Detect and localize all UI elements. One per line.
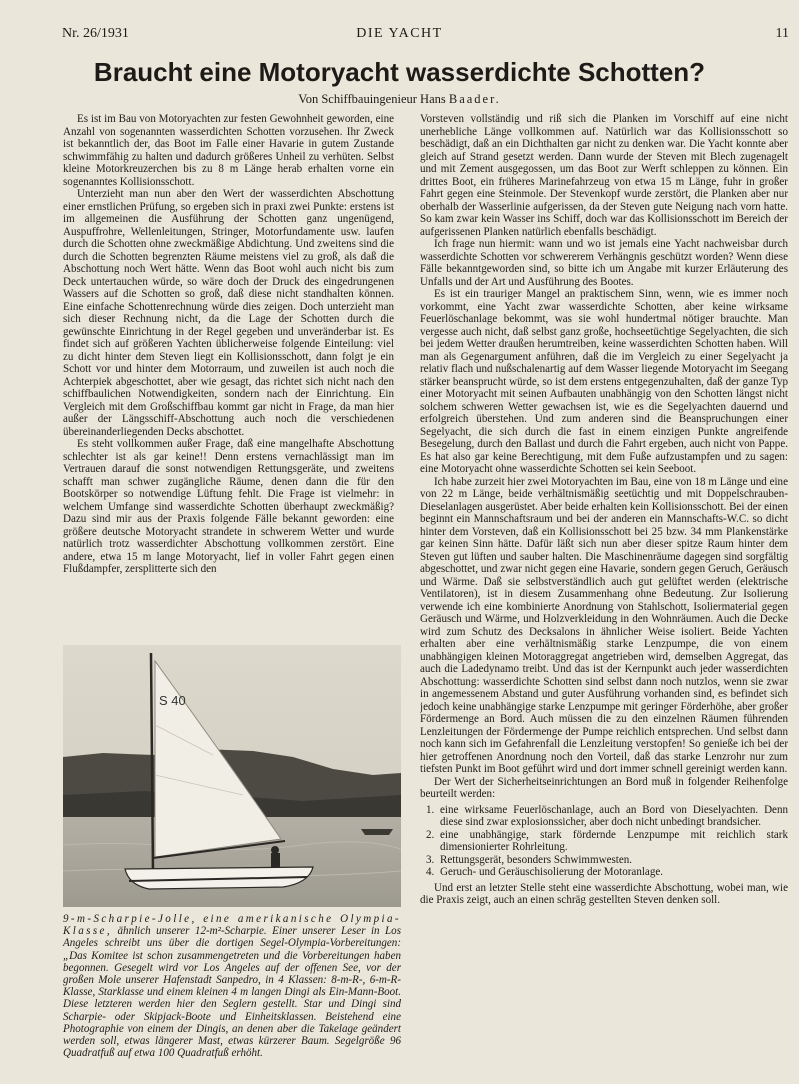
list-item: 1. eine wirksame Feuerlöschanlage, auch an Bord von Dieselyachten. Denn diese sind zwar explosionssicher, aber doch nicht unbedingt brandsicher. [426,803,788,828]
byline [0,92,799,107]
safety-priority-list [420,804,788,879]
left-column [63,113,394,633]
running-header [0,26,799,44]
list-item: 4. Geruch- und Geräuschisolierung der Motoranlage. [426,866,664,878]
page-number: 11 [775,26,789,41]
list-item: 2. eine unabhängige, stark fördernde Lenzpumpe mit reichlich stark dimensionierter Rohrleitung. [426,828,788,853]
list-item: 3. Rettungsgerät, besonders Schwimmwesten. [426,853,633,866]
sailboat-illustration [63,645,401,907]
paragraph: Ich frage nun hiermit: wann und wo ist jemals eine Yacht nachweisbar durch wasserdichte Schotten vor schwererem Verhängnis geschützt worden? Wenn diese Fälle bekanntgeworden sind, so bitte ich um Angabe mit kurzer Erläuterung des Unfalls und der Art und Ausführung des Bootes. [420,238,788,288]
article-title: Braucht eine Motoryacht wasserdichte Schotten? [93,57,706,87]
author-name: Baader. [448,92,501,106]
paragraph: Ich habe zurzeit hier zwei Motoryachten im Bau, eine von 18 m Länge und eine von 22 m Länge, beide verhältnismäßig seetüchtig und mit Doppelschrauben-Dieselanlagen ausgerüstet. Aber beide erhalten kein Kollisionsschott. Bei der einen beginnt ein Mannschaftsraum und bei der anderen ein Mannschafts-W.C. so dicht hinter dem Vorsteven, daß ein Kollisionsschott bei 25 bzw. 34 mm Plankenstärke gar keinen Sinn hätte. Dafür läßt sich nun aber dieser spitze Raum hinter dem Steven gut lüften und sauber halten. Die Maschinenräume dagegen sind sorgfältig abgeschottet, und zwar nicht gegen eine Havarie, sondern gegen Geruch, Geräusch und Wärme. Daß sie selbstverständlich auch gut gelüftet werden (elektrische Ventilatoren), ist in diesem Zusammenhang ohne Bedeutung. Zur Isolierung verwende ich eine kombinierte Anordnung von Stahlschott, Isoliermaterial gegen Geräusch und Wärme, und Holzverkleidung in den Wohnräumen. Auch die Decke wird zum Schutz des Decksalons in ähnlicher Weise isoliert. Beide Yachten erhalten aber eine verhältnismäßig starke Lenzpumpe, die von einem unabhängigen kleinen Motoraggregat angetrieben wird, demselben Aggregat, das auch die Ladedynamo treibt. Und das ist der Kernpunkt auch jeder wasserdichten Abschottung: wasserdichte Schotten sind selbst dann noch nutzlos, wenn sie zwar in angemessenem Abstand und guter Ausführung vorhanden sind, es befindet sich jedoch keine unabhängige starke Lenzpumpe mit geringer Förderhöhe, aber großer Fördermenge an Bord. Auch müssen die zu den einzelnen Räumen führenden Lenzleitungen der Fördermenge der Pumpe reichlich entsprechen. Und selbst dann noch kann sich im Gefahrenfall die Lenzleitung verstopfen! So genieße ich bei der hier getroffenen Anordnung noch den Vorteil, daß das starke Lenzrohr nur zum tiefsten Punkt im Boot geführt wird und dort immer schnell gereinigt werden kann. [420,475,788,775]
photo-caption [63,913,401,1059]
magazine-name: DIE YACHT [356,26,443,41]
closing-paragraph: Und erst an letzter Stelle steht eine wasserdichte Abschottung, wobei man, wie die Praxis zeigt, auch an einen schräg gestellten Steven denken soll. [420,881,788,906]
caption-text: ähnlich unserer 12-m²-Scharpie. Einer unserer Leser in Los Angeles schreibt uns über die dortigen Segel-Olympia-Vorbereitungen: „Das Komitee ist schon zusammengetreten und die Vorbereitungen haben begonnen. Gesegelt wird vor Los Angeles auf der offenen See, vor der großen Mole unserer Hafenstadt Sanpedro, in 4 Klassen: 8-m-R-, 6-m-R-Klasse, Starklasse und einem kleinen 4 m langen Dingi als Ein-Mann-Boot. Diese letzteren werden hier den Seglern gestellt. Star und Dingi sind Scharpie- oder Skipjack-Boote und Einheitsklassen. Beistehend eine Photographie von einem der Dingis, an denen aber die Takelage geändert werden soll, etwas längerer Mast, etwas kürzerer Baum. Segelgröße 96 Quadratfuß auf etwa 100 Quadratfuß erhöht. [63,925,401,1060]
paragraph: Der Wert der Sicherheitseinrichtungen an Bord muß in folgender Reihenfolge beurteilt werden: [420,775,788,800]
sailboat-photo [63,645,401,907]
right-column [420,113,788,1073]
distant-boat [361,829,393,835]
paragraph: Es steht vollkommen außer Frage, daß eine mangelhafte Abschottung schlechter ist als gar keine!! Denn erstens vernachlässigt man im Vertrauen darauf die sonst notwendigen Rettungsgeräte, und zweitens schafft man schwer zugängliche Räume, denen dann die für den Bootskörper so notwendige Lüftung fehlt. Die Frage ist vielmehr: in welchem Umfange sind wasserdichte Schotten überhaupt zweckmäßig? Dazu sind mir aus der Praxis folgende Fälle bekannt geworden: eine größere deutsche Motoryacht strandete in schwerem Wetter und wurde natürlich trotz wasserdichter Abschottung vollkommen zerstört. Eine andere, etwa 15 m lange Motoryacht, lief in voller Fahrt gegen einen Flußdampfer, zersplitterte sich den [63,438,394,575]
paragraph: Unterzieht man nun aber den Wert der wasserdichten Abschottung einer ernstlichen Prüfung, so ergeben sich in praxi zwei Punkte: erstens ist im allgemeinen die Ausführung der Schotten ganz ungenügend, Auspuffrohre, Wellenleitungen, Stringer, Motorfundamente usw. laufen durch die Schotten ohne zweckmäßige Abdichtung. Und zweitens sind die durch die Schotten begrenzten Räume meistens viel zu groß, als daß die Abschottung noch Wert hätte. Wenn das Boot wohl auch nicht bis zum Deck untertauchen würde, so wäre doch der Druck des eingedrungenen Wassers auf die Schotten so groß, daß diese nicht standhalten können. Eine einfache Schottenrechnung würde dies zeigen. Doch unterzieht man sich dieser Rechnung nicht, da die Lage der Schotten durch die gewünschte Einrichtung in der Regel gegeben und unveränderbar ist. Es findet sich auf größeren Yachten üblicherweise folgende Einteilung: viel zu dicht hinter dem Steven liegt ein Kollisionsschott, dann folgt je ein Schott vor und hinter dem Motorraum, und zuweilen ist auch noch die Achterpiek abgeschottet, aber wie gesagt, das richtet sich nicht nach den schiffbaulichen Notwendigkeiten, sondern nach der Einrichtung. Ein Vergleich mit dem Großschiffbau kommt gar nicht in Frage, da man hier außer der Längsschiff-Abschottung auch noch die verschiedenen übereinanderliegenden Decks abschottet. [63,188,394,438]
sail-number: S 40 [159,693,186,708]
paragraph: Vorsteven vollständig und riß sich die Planken im Vorschiff auf eine nicht unerhebliche Länge vollkommen auf. Natürlich war das Kollisionsschott so beschädigt, daß an ein Dichthalten gar nicht zu denken war. Die Yacht konnte aber gleich auf Strand gesetzt werden. Dann wurde der Steven mit Blech zugenagelt und mit Zement ausgegossen, um das Boot zur Werft schleppen zu können. Ein drittes Boot, ein früheres Marinefahrzeug von etwa 15 m Länge, fuhr in großer Fahrt gegen eine Steinmole. Der Stevenkopf wurde zerstört, die Planken aber nur oberhalb der Wasserlinie aufgerissen, da der Steven gute Neigung nach vorn hatte. So kam zwar kein Wasser ins Schiff, doch war das Kollisionsschott im Bereich der aufgerissenen Planken natürlich ebenfalls beschädigt. [420,113,788,238]
paragraph: Es ist im Bau von Motoryachten zur festen Gewohnheit geworden, eine Anzahl von sogenannten wasserdichten Schotten vorzusehen. Ihr Zweck ist bekanntlich der, das Boot im Falle einer Havarie in gutem Zustande schwimmfähig zu halten und dadurch größeres Unheil zu verhüten. Selbst kleine Motorkreuzerchen bis zu 8 m Länge herab erhalten vorne ein sogenanntes Kollisionsschott. [63,113,394,188]
issue-number: Nr. 26/1931 [62,26,129,41]
byline-prefix: Von Schiffbauingenieur Hans [298,92,446,106]
sailor [271,853,280,867]
paragraph: Es ist ein trauriger Mangel an praktischem Sinn, wenn, wie es immer noch vorkommt, eine Yacht zwar wasserdichte Schotten, aber keine wirksame Feuerlöschanlage bekommt, was sie wohl hundertmal nötiger brauchte. Man vergesse auch nicht, daß selbst ganz große, hochseetüchtige Segelyachten, die sich bei jedem Wetter draußen herumtreiben, keine wasserdichten Schotten haben. Will man als Gegenargument anführen, daß die im Vergleich zu einer Segelyacht ja relativ flach und nußschalenartig auf dem Wasser liegende Motoryacht im Seegang stärker beansprucht würde, so ist dem erstens entgegenzuhalten, daß der ganze Typ einer Motoryacht mit seinen Aufbauten unabhängig von den Schotten längst nicht solchem schweren Wetter gewachsen ist, wie es die Segelyachten dauernd und erfolgreich überstehen. Und zum anderen sind die Beanspruchungen einer Segelyacht, die sich durch die fast in einem einzigen Punkte angreifende Besegelung, durch den Ballast und durch die Fahrt ergeben, auch nicht von Pappe. Es hat also gar keine Berechtigung, mit dem Fuße aufzustampfen und zu sagen: eine Motoryacht ohne wasserdichte Schotten sei kein Seeboot. [420,288,788,475]
caption-lead: 9-m-Scharpie-Jolle, eine amerikanische Olympia-Klasse, [63,913,401,938]
